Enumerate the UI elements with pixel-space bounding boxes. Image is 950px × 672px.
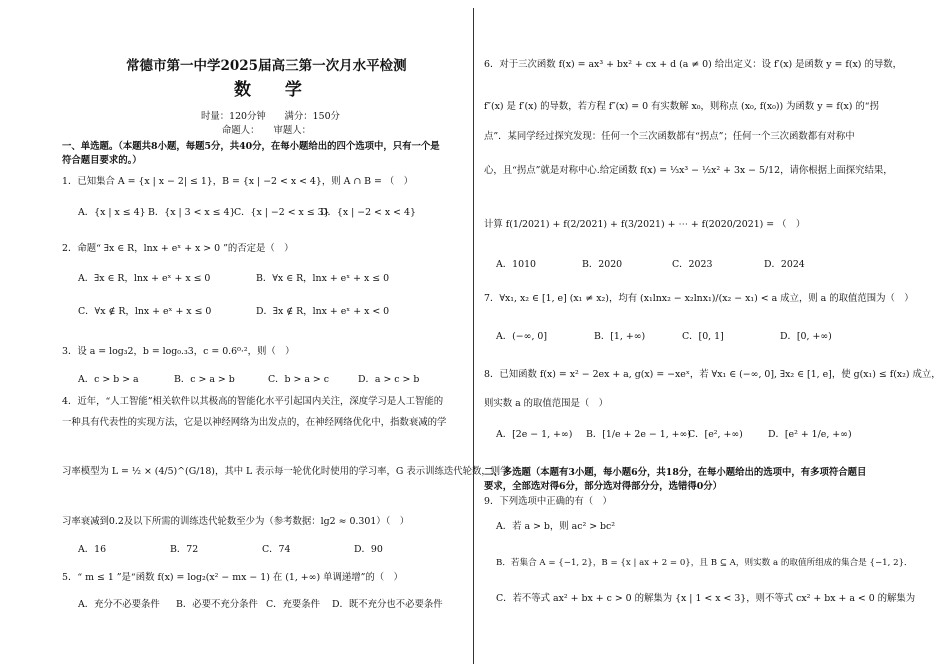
q4-option-a: A．16 — [78, 544, 107, 555]
q6-line5: 计算 f(1/2021) + f(2/2021) + f(3/2021) + ⋯ + f(2020/2021) = （ ） — [484, 219, 806, 230]
q4-line3: 习率模型为 L = ½ × (4/5)^(G/18)，其中 L 表示每一轮优化时使用的学习率，G 表示训练迭代轮数，则学 — [62, 466, 510, 477]
q1-option-c: C．{x | −2 < x ≤ 3} — [234, 207, 330, 218]
q8-option-d: D．[e² + 1/e, +∞) — [768, 429, 852, 440]
q1-option-b: B．{x | 3 < x ≤ 4} — [148, 207, 236, 218]
q6-line4: 心，且“拐点”就是对称中心.给定函数 f(x) = ⅓x³ − ½x² + 3x − 5/12，请你根据上面探究结果， — [484, 165, 893, 176]
q8-option-b: B．[1/e + 2e − 1, +∞) — [586, 429, 691, 440]
q7-option-b: B．[1, +∞) — [594, 331, 646, 342]
q7-option-c: C．[0, 1] — [682, 331, 724, 342]
q2-option-b: B．∀x ∈ R，lnx + eˣ + x ≤ 0 — [256, 273, 390, 284]
column-divider — [473, 8, 474, 664]
q3-option-c: C．b > a > c — [268, 374, 330, 385]
q4-line1: 4．近年，“人工智能”相关软件以其极高的智能化水平引起国内关注，深度学习是人工智能的 — [62, 396, 444, 407]
q5-option-a: A．充分不必要条件 — [78, 599, 160, 610]
q6-option-c: C．2023 — [672, 259, 713, 270]
section2-heading: 二、多选题（本题有3小题，每小题6分，共18分，在每小题给出的选项中，有多项符合题目 — [484, 467, 867, 478]
q2-option-c: C．∀x ∉ R，lnx + eˣ + x ≤ 0 — [78, 306, 212, 317]
q4-option-d: D．90 — [354, 544, 383, 555]
q8-option-a: A．[2e − 1, +∞) — [496, 429, 573, 440]
q6-line2: f″(x) 是 f′(x) 的导数，若方程 f″(x) = 0 有实数解 x₀，则称点 (x₀, f(x₀)) 为函数 y = f(x) 的“拐 — [484, 101, 879, 112]
q6-option-b: B．2020 — [582, 259, 623, 270]
q6-option-a: A．1010 — [496, 259, 537, 270]
q4-line4: 习率衰减到0.2及以下所需的训练迭代轮数至少为（参考数据：lg2 ≈ 0.301）（ ） — [62, 516, 410, 527]
exam-time-score: 时量：120分钟 满分：150分 — [201, 111, 340, 122]
q4-line2: 一种具有代表性的实现方法，它是以神经网络为出发点的，在神经网络优化中，指数衰减的学 — [62, 417, 447, 428]
subject-title: 数 学 — [234, 80, 316, 100]
q7-stem: 7．∀x₁, x₂ ∈ [1, e] (x₁ ≠ x₂)，均有 (x₁lnx₂ − x₂lnx₁)/(x₂ − x₁) < a 成立，则 a 的取值范围为（ ） — [484, 293, 914, 304]
q9-stem: 9．下列选项中正确的有（ ） — [484, 496, 612, 507]
q1-stem: 1．已知集合 A = {x | x − 2| ≤ 1}，B = {x | −2 < x < 4}，则 A ∩ B = （ ） — [62, 176, 414, 187]
q5-option-b: B．必要不充分条件 — [176, 599, 258, 610]
left-column — [62, 0, 510, 672]
section1-heading-cont: 符合题目要求的。） — [62, 155, 142, 166]
q3-option-b: B．c > a > b — [174, 374, 235, 385]
q6-line3: 点”．某同学经过探究发现：任何一个三次函数都有“拐点”；任何一个三次函数都有对称中 — [484, 131, 855, 142]
q1-option-a: A．{x | x ≤ 4} — [78, 207, 146, 218]
exam-authors: 命题人： 审题人： — [222, 125, 312, 136]
q9-option-b: B．若集合 A = {−1, 2}，B = {x | ax + 2 = 0}，且 B ⊆ A，则实数 a 的取值所组成的集合是 {−1, 2}． — [496, 558, 913, 568]
q6-option-d: D．2024 — [764, 259, 805, 270]
q4-option-b: B．72 — [170, 544, 199, 555]
q2-option-d: D．∃x ∉ R，lnx + eˣ + x < 0 — [256, 306, 390, 317]
q7-option-a: A．(−∞, 0] — [496, 331, 548, 342]
section2-heading-cont: 要求，全部选对得6分，部分选对得部分分，选错得0分） — [484, 481, 723, 492]
q3-option-d: D．a > c > b — [358, 374, 420, 385]
q7-option-d: D．[0, +∞) — [780, 331, 832, 342]
q5-option-d: D．既不充分也不必要条件 — [332, 599, 443, 610]
q2-option-a: A．∃x ∈ R，lnx + eˣ + x ≤ 0 — [78, 273, 211, 284]
q8-line1: 8．已知函数 f(x) = x² − 2ex + a, g(x) = −xeˣ，若 ∀x₁ ∈ (−∞, 0], ∃x₂ ∈ [1, e]，使 g(x₁) ≤ f(x₂) 成立， — [484, 369, 941, 380]
q2-stem: 2．命题“ ∃x ∈ R，lnx + eˣ + x > 0 ”的否定是（ ） — [62, 243, 294, 254]
q8-line2: 则实数 a 的取值范围是（ ） — [484, 398, 609, 409]
exam-title: 常德市第一中学2025届高三第一次月水平检测 — [126, 58, 407, 74]
section1-heading: 一、单选题。（本题共8小题，每题5分，共40分，在每小题给出的四个选项中，只有一个是 — [62, 141, 440, 152]
q5-stem: 5．“ m ≤ 1 ”是“函数 f(x) = log₂(x² − mx − 1) 在 (1, +∞) 单调递增”的（ ） — [62, 572, 403, 583]
q6-line1: 6．对于三次函数 f(x) = ax³ + bx² + cx + d (a ≠ 0) 给出定义：设 f′(x) 是函数 y = f(x) 的导数， — [484, 59, 902, 70]
right-column — [484, 0, 941, 672]
q8-option-c: C．[e², +∞) — [688, 429, 743, 440]
q5-option-c: C．充要条件 — [266, 599, 321, 610]
q9-option-a: A．若 a > b，则 ac² > bc² — [496, 521, 616, 532]
q9-option-c: C．若不等式 ax² + bx + c > 0 的解集为 {x | 1 < x < 3}，则不等式 cx² + bx + a < 0 的解集为 — [496, 593, 916, 604]
q1-option-d: D．{x | −2 < x < 4} — [320, 207, 416, 218]
q4-option-c: C．74 — [262, 544, 291, 555]
q3-stem: 3．设 a = log₃2，b = log₀.₃3，c = 0.6⁰·²，则（ ） — [62, 346, 295, 357]
q3-option-a: A．c > b > a — [78, 374, 139, 385]
